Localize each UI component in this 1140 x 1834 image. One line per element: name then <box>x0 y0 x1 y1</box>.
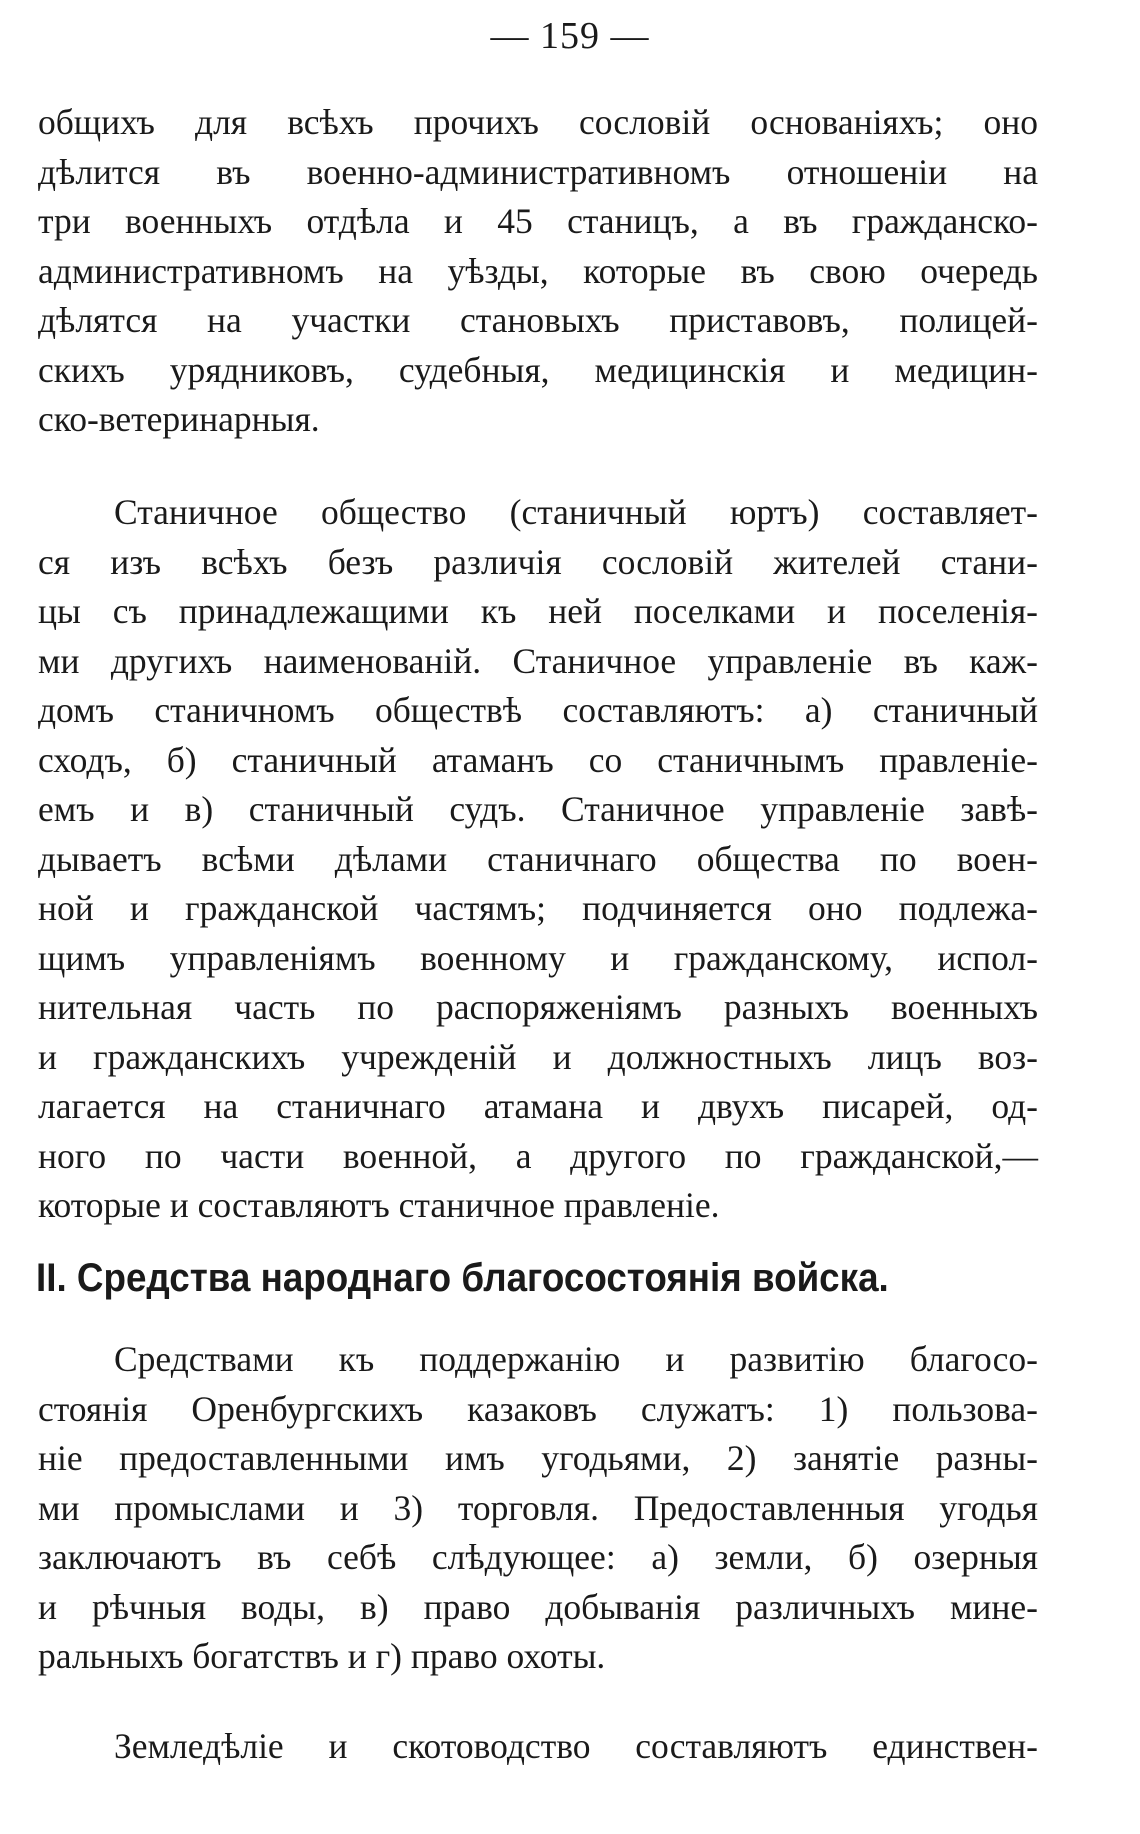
text-line: административномъ на уѣзды, которые въ свою очередь <box>38 250 1038 291</box>
section-heading: II. Средства народнаго благосостоянія войска. <box>36 1256 889 1300</box>
text-line: общихъ для всѣхъ прочихъ сословій основаніяхъ; оно <box>38 102 1038 142</box>
text-line: емъ и в) станичный судъ. Станичное управленіе завѣ- <box>38 789 1038 829</box>
text-line: ся изъ всѣхъ безъ различія сословій жителей стани- <box>38 541 1038 582</box>
text-line: скихъ урядниковъ, судебныя, медицинскія и медицин- <box>38 349 1038 390</box>
text-line: ніе предоставленными имъ угодьями, 2) занятіе разны- <box>38 1438 1038 1478</box>
text-line: Земледѣліе и скотоводство составляютъ единствен- <box>114 1726 1038 1766</box>
page-number: — 159 — <box>490 15 650 57</box>
paragraph-agriculture <box>38 1722 1038 1772</box>
text-line: которые и составляютъ станичное правленіе. <box>38 1185 720 1225</box>
text-line: цы съ принадлежащими къ ней поселками и поселенія- <box>38 591 1038 631</box>
text-line: три военныхъ отдѣла и 45 станицъ, а въ гражданско- <box>38 201 1038 241</box>
text-line: и гражданскихъ учрежденій и должностныхъ лицъ воз- <box>38 1036 1038 1077</box>
text-line: ско-ветеринарныя. <box>38 399 320 439</box>
text-line: сходъ, б) станичный атаманъ со станичнымъ правленіе- <box>38 739 1038 780</box>
text-line: Станичное общество (станичный юртъ) составляет- <box>114 492 1038 532</box>
text-line: ного по части военной, а другого по гражданской,— <box>38 1135 1038 1176</box>
text-line: стоянія Оренбургскихъ казаковъ служатъ: 1) пользова- <box>38 1388 1038 1429</box>
text-line: ми другихъ наименованій. Станичное управленіе въ каж- <box>38 640 1038 681</box>
text-line: домъ станичномъ обществѣ составляютъ: а) станичный <box>38 690 1038 730</box>
text-line: ральныхъ богатствъ и г) право охоты. <box>38 1636 606 1676</box>
text-line: дѣлятся на участки становыхъ приставовъ, полицей- <box>38 300 1038 340</box>
text-line: нительная часть по распоряженіямъ разныхъ военныхъ <box>38 987 1038 1027</box>
text-line: и рѣчныя воды, в) право добыванія различныхъ мине- <box>38 1586 1038 1627</box>
text-line: дѣлится въ военно-административномъ отношеніи на <box>38 151 1038 192</box>
text-line: лагается на станичнаго атамана и двухъ писарей, од- <box>38 1086 1038 1126</box>
text-line: щимъ управленіямъ военному и гражданскому, испол- <box>38 937 1038 978</box>
text-line: дываетъ всѣми дѣлами станичнаго общества по воен- <box>38 838 1038 879</box>
paragraph-stanitsa-society <box>38 488 1038 1231</box>
text-line: ной и гражданской частямъ; подчиняется оно подлежа- <box>38 888 1038 928</box>
paragraph-means-of-welfare <box>38 1335 1038 1682</box>
text-line: ми промыслами и 3) торговля. Предоставленныя угодья <box>38 1487 1038 1528</box>
text-line: Средствами къ поддержанію и развитію благосо- <box>114 1339 1038 1379</box>
text-line: заключаютъ въ себѣ слѣдующее: а) земли, б) озерныя <box>38 1537 1038 1577</box>
paragraph-administration <box>38 98 1038 445</box>
